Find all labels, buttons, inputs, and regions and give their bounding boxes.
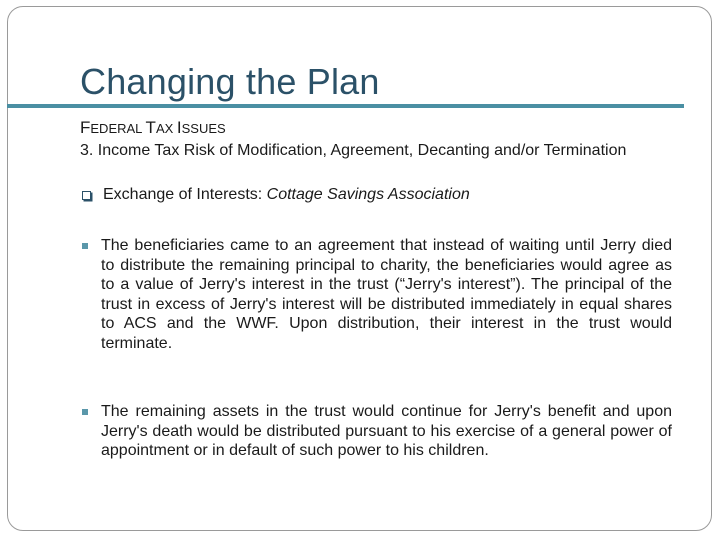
title-underline — [7, 104, 684, 108]
q-item-prefix: Exchange of Interests: — [103, 186, 263, 203]
square-bullet-icon — [82, 243, 88, 249]
bullet-text: The beneficiaries came to an agreement that instead of waiting until Jerry died to distribute the remaining principal to charity, the beneficiaries would agree as to a value of Jerry's interest in the trust (“Jerry's interest”). The principal of the trust in excess of Jerry's interest will be distributed immediately in equal shares to ACS and the WWF. Upon distribution, their interest in the trust would terminate. — [101, 237, 672, 352]
checkbox-bullet-icon — [82, 191, 91, 200]
section-heading-small: SSUES — [181, 121, 226, 136]
section-heading-cap: T — [145, 118, 156, 137]
bullet-text: The remaining assets in the trust would continue for Jerry's benefit and upon Jerry's death would be distributed pursuant to his exercise of a general power of appointment or in default of such power to his children. — [101, 403, 672, 459]
section-heading-cap: F — [80, 118, 91, 137]
q-bullet-item — [80, 184, 470, 206]
bullet-item — [80, 402, 672, 461]
case-name: Cottage Savings Association — [266, 186, 470, 203]
section-heading — [80, 117, 226, 140]
subheading: 3. Income Tax Risk of Modification, Agreement, Decanting and/or Termination — [80, 142, 627, 159]
section-heading-cap: I — [176, 118, 182, 137]
section-heading-small: EDERAL — [90, 121, 146, 136]
bullet-item — [80, 236, 672, 353]
slide-title: Changing the Plan — [80, 61, 380, 102]
square-bullet-icon — [82, 409, 88, 415]
section-heading-small: AX — [155, 121, 177, 136]
